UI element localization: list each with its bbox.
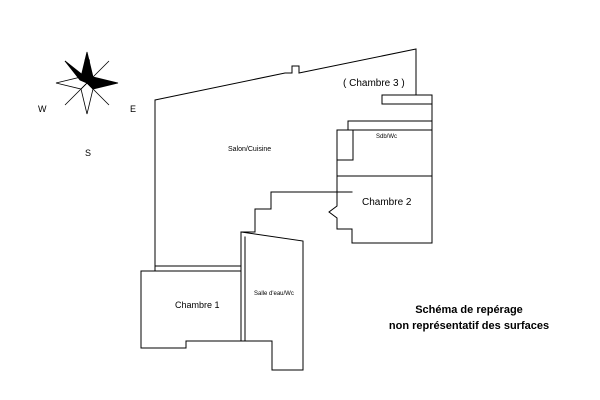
compass-south-label: S bbox=[85, 148, 92, 158]
chambre3-step-wall bbox=[382, 95, 432, 104]
compass-icon bbox=[32, 28, 142, 138]
sdb-notch-wall bbox=[337, 130, 353, 160]
room-label-sdb-wc: Sdb/Wc bbox=[376, 134, 398, 140]
compass-east-label: E bbox=[130, 104, 137, 114]
room-label-salle-eau-wc: Salle d'eau/Wc bbox=[254, 291, 294, 297]
caption-line-1: Schéma de repérage bbox=[415, 304, 523, 316]
room-label-chambre-3: ( Chambre 3 ) bbox=[343, 78, 405, 89]
caption-line-2: non représentatif des surfaces bbox=[388, 319, 550, 332]
room-label-salon-cuisine: Salon/Cuisine bbox=[228, 146, 272, 153]
compass-rose bbox=[32, 28, 142, 158]
salle-eau-wall bbox=[241, 232, 303, 370]
compass-west-label: W bbox=[38, 104, 47, 114]
room-label-chambre-1: Chambre 1 bbox=[175, 300, 220, 310]
compass-north-label: N bbox=[84, 58, 91, 68]
room-label-chambre-2: Chambre 2 bbox=[362, 197, 412, 208]
diagram-caption bbox=[374, 303, 564, 335]
